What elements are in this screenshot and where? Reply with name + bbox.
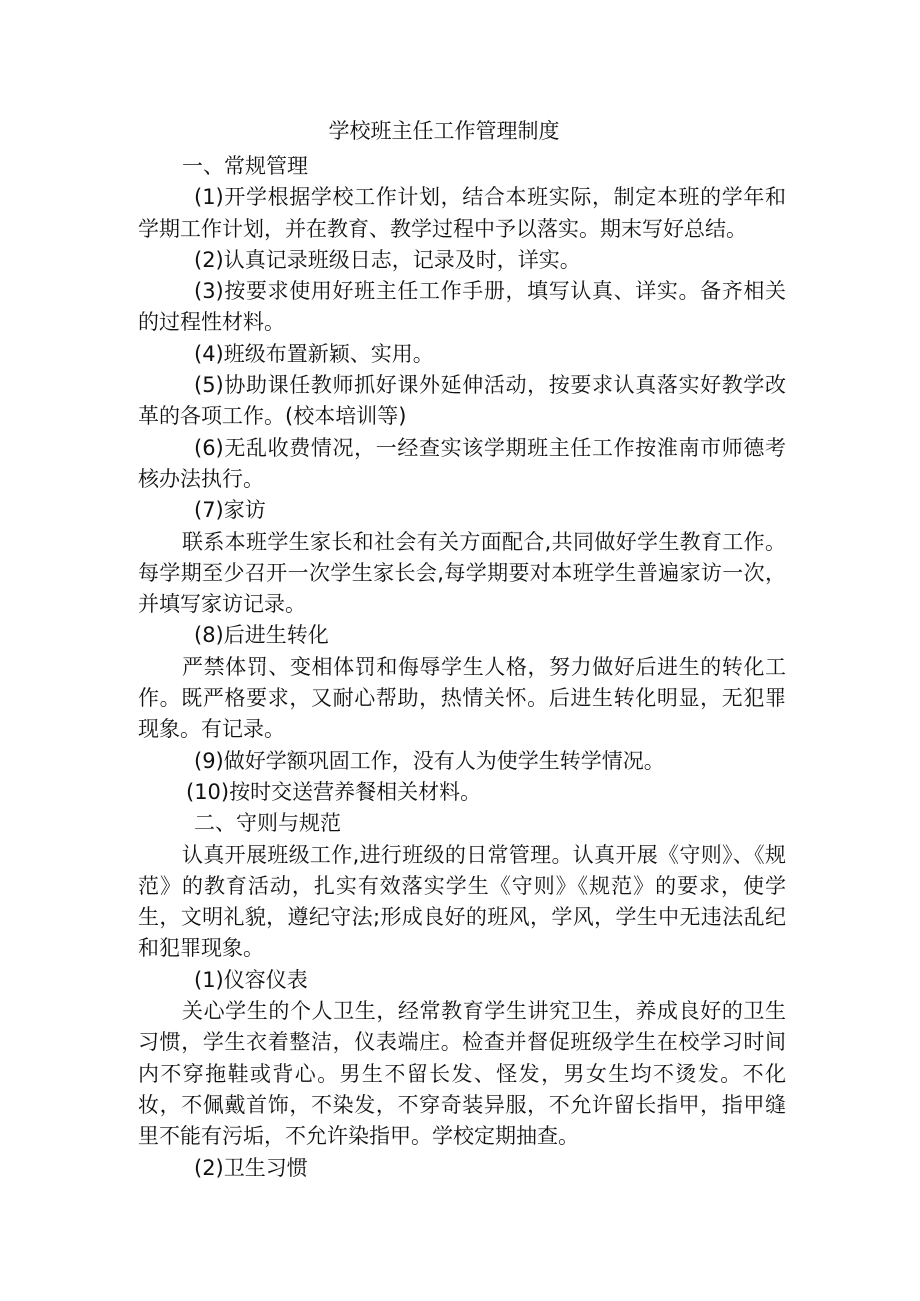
paragraph-item-1: (1)开学根据学校工作计划，结合本班实际，制定本班的学年和学期工作计划，并在教育、教学过程中予以落实。期末写好总结。 [138, 185, 786, 241]
subheading-hygiene: (2)卫生习惯 [194, 1155, 308, 1180]
paragraph-section2-intro: 认真开展班级工作,进行班级的日常管理。认真开展《守则》、《规范》的教育活动，扎实有效落实学生《守则》《规范》的要求，使学生，文明礼貌，遵纪守法;形成良好的班风，学风，学生中无违法乱纪和犯罪现象。 [138, 842, 786, 961]
subheading-appearance: (1)仪容仪表 [194, 967, 308, 992]
paragraph-item-9: (9)做好学额巩固工作，没有人为使学生转学情况。 [194, 748, 665, 773]
paragraph-home-visit: 联系本班学生家长和社会有关方面配合,共同做好学生教育工作。每学期至少召开一次学生家长会,每学期要对本班学生普遍家访一次，并填写家访记录。 [138, 529, 786, 617]
section-heading: 二、守则与规范 [194, 811, 341, 836]
subheading-student-transformation: (8)后进生转化 [194, 623, 329, 648]
paragraph-item-6: (6)无乱收费情况，一经查实该学期班主任工作按淮南市师德考核办法执行。 [138, 435, 786, 491]
subheading-home-visit: (7)家访 [194, 498, 266, 523]
paragraph-student-transformation: 严禁体罚、变相体罚和侮辱学生人格，努力做好后进生的转化工作。既严格要求，又耐心帮助，热情关怀。后进生转化明显，无犯罪现象。有记录。 [138, 654, 786, 742]
paragraph-item-4: (4)班级布置新颖、实用。 [194, 341, 434, 366]
document-page [138, 113, 786, 1184]
paragraph-item-5: (5)协助课任教师抓好课外延伸活动，按要求认真落实好教学改革的各项工作。(校本培训等) [138, 373, 786, 429]
section-heading: 一、常规管理 [182, 154, 308, 178]
paragraph-item-3: (3)按要求使用好班主任工作手册，填写认真、详实。备齐相关的过程性材料。 [138, 279, 786, 335]
paragraph-appearance: 关心学生的个人卫生，经常教育学生讲究卫生，养成良好的卫生习惯，学生衣着整洁，仪表端庄。检查并督促班级学生在校学习时间内不穿拖鞋或背心。男生不留长发、怪发，男女生均不烫发。不化妆，不佩戴首饰，不染发，不穿奇装异服，不允许留长指甲，指甲缝里不能有污垢，不允许染指甲。学校定期抽查。 [138, 999, 786, 1149]
document-title: 学校班主任工作管理制度 [328, 119, 560, 143]
paragraph-item-10: (10)按时交送营养餐相关材料。 [186, 779, 482, 804]
paragraph-item-2: (2)认真记录班级日志，记录及时，详实。 [194, 247, 581, 272]
